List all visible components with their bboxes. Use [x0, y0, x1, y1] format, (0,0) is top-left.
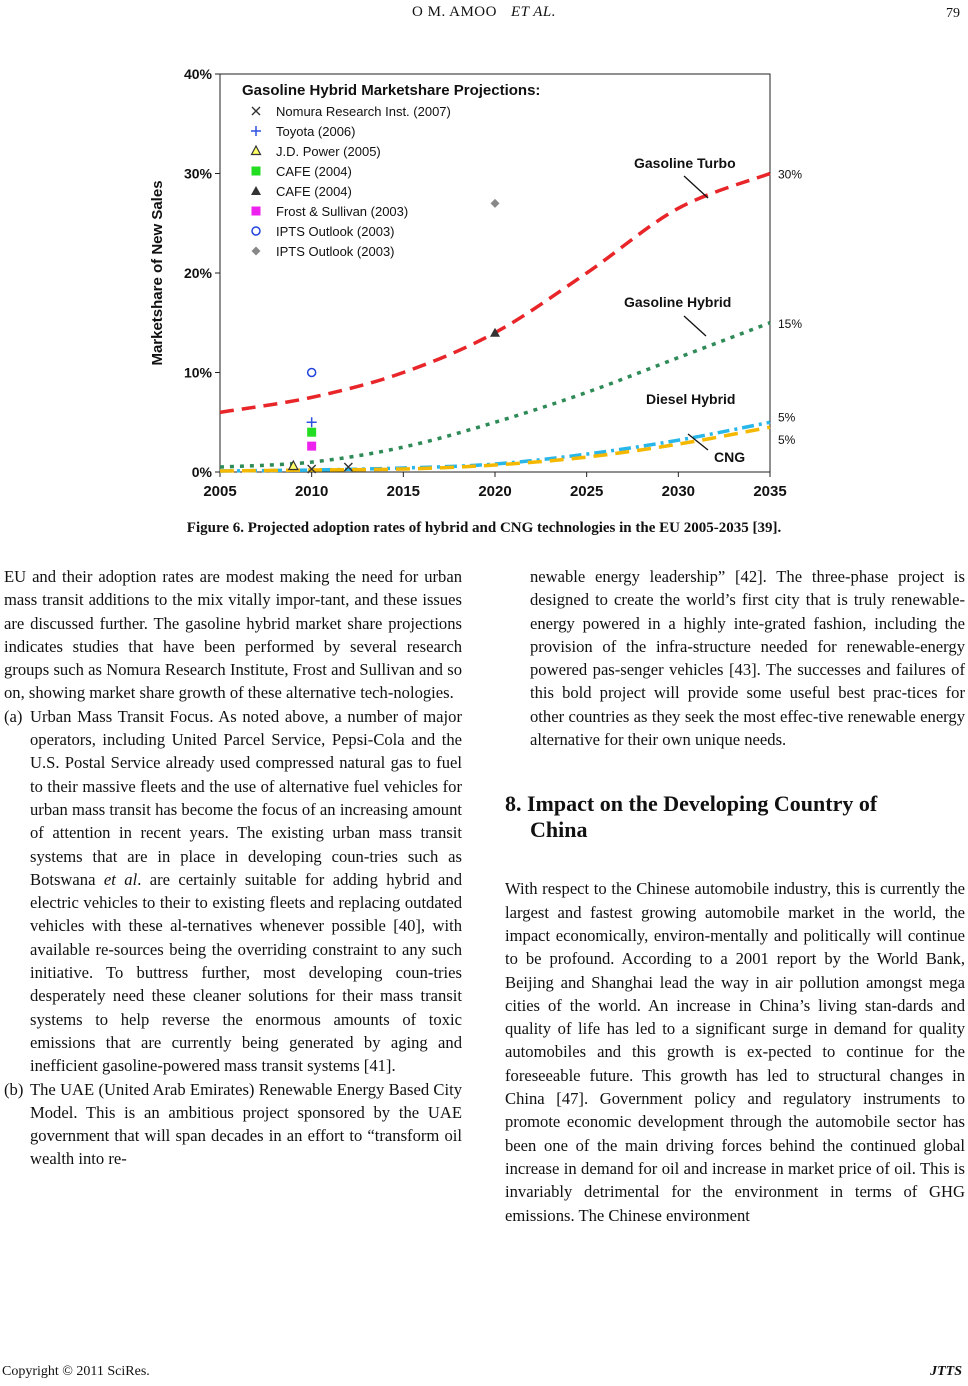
running-head-etal: ET AL.: [510, 4, 556, 20]
item-a-etal: et al: [103, 869, 138, 889]
open-triangle-marker: [252, 146, 261, 155]
x-tick-label: 2005: [203, 483, 237, 500]
legend-marker: [252, 207, 261, 216]
data-point: [307, 442, 316, 451]
chart-title: Gasoline Hybrid Marketshare Projections:: [242, 82, 541, 99]
gasoline-turbo-annotation: Gasoline Turbo: [634, 155, 736, 171]
list-item-a: [4, 705, 462, 1078]
right-column: [505, 565, 965, 1227]
item-a-text-start: Urban Mass Transit Focus. As noted above, a number of major operators, including United Parcel Service, Pepsi-Cola and the U.S. Postal Service already used compressed natural gas to fuel to their massive fleets and the use of alternative fuel vehicles for urban mass transit has become the focus of an increasing amount of attention in recent years. The existing urban mass transit systems that are in place in developing coun-tries such as Botswana: [30, 706, 462, 889]
x-tick-label: 2025: [569, 483, 604, 500]
legend-label: Nomura Research Inst. (2007): [276, 104, 451, 119]
y-axis-label: Marketshare of New Sales: [149, 180, 166, 366]
legend-label: IPTS Outlook (2003): [276, 224, 395, 239]
cng-annotation: CNG: [714, 449, 746, 465]
y-tick-label: 40%: [183, 66, 212, 82]
x-tick-label: 2020: [478, 483, 512, 500]
x-tick-label: 2030: [661, 483, 696, 500]
list-item-a-label: (a): [4, 706, 23, 726]
list-item-a-text: [30, 705, 462, 1078]
data-point: [308, 369, 316, 377]
diamond-marker: [491, 199, 500, 208]
gasoline-hybrid-end-label: 15%: [778, 316, 803, 331]
section-paragraph: With respect to the Chinese automobile industry, this is currently the largest and fastest growing automobile market in the world, the impact economically, environ-mentally and politically will continue to be profound. According to a 2001 report by the World Bank, Beijing and Shanghai lead the way in air pollution amongst mega cities of the world. An increase in China’s living stan-dards and quality of life has led to a significant surge in demand for quality automobiles and this growth is ex-pected to continue for the foreseeable future. This growth has led to structural changes in China [47]. Government policy and regulatory instruments to promote economic development through the automobile sector has been one of the main driving forces behind the continued global increase in demand for oil and increase in market price of oil. This is invariably detrimental for the environment in terms of GHG emissions. The Chinese environment: [505, 879, 965, 1225]
legend-label: J.D. Power (2005): [276, 144, 381, 159]
plus-marker: [251, 126, 261, 136]
gasoline-hybrid-leader-line: [684, 316, 706, 336]
list-item-b: [4, 1078, 462, 1171]
legend-marker: [252, 247, 261, 256]
legend-marker: [252, 167, 261, 176]
legend-label: IPTS Outlook (2003): [276, 244, 395, 259]
open-circle-marker: [252, 227, 260, 235]
y-tick-label: 10%: [183, 364, 212, 381]
square-marker: [252, 207, 261, 216]
data-point: [491, 199, 500, 208]
y-tick-label: 0%: [191, 464, 212, 480]
list-item-b-label: (b): [4, 1079, 24, 1099]
data-point: [307, 417, 317, 427]
diesel-hybrid-end-label: 5%: [778, 410, 796, 425]
page-header: [0, 2, 968, 26]
left-column: [4, 565, 462, 1171]
gasoline-hybrid-annotation: Gasoline Hybrid: [624, 294, 732, 310]
legend-marker: [252, 146, 261, 155]
section-title-line-1: Impact on the Developing Country of: [527, 791, 878, 817]
x-marker: [252, 107, 260, 115]
marketshare-chart: [148, 62, 808, 512]
legend-marker: [251, 186, 261, 195]
item-a-text-end: . are certainly suitable for adding hybrid and electric vehicles to their to existing fleets and replacing outdated vehicles with these al-ternatives whenever possible [40], with available re-sources being the overriding constraint to any such initiative. To buttress further, most developing coun-tries desperately need these cleaner solutions for their mass transit systems to help reverse the enormous amounts of toxic emissions that are currently being generated by aging and inefficient gasoline-powered mass transit systems [41].: [30, 869, 463, 1076]
triangle-marker: [251, 186, 261, 195]
legend-label: CAFE (2004): [276, 184, 352, 199]
plus-marker: [307, 417, 317, 427]
page-number: 79: [946, 6, 960, 21]
legend-marker: [252, 227, 260, 235]
legend-label: Frost & Sullivan (2003): [276, 204, 409, 219]
y-tick-label: 20%: [183, 265, 212, 281]
cng-end-label: 5%: [778, 433, 796, 448]
copyright-notice: Copyright © 2011 SciRes.: [2, 1364, 150, 1379]
gasoline-turbo-end-label: 30%: [778, 167, 803, 182]
gasoline-turbo-leader-line: [684, 176, 708, 198]
x-tick-label: 2015: [386, 483, 421, 500]
section-heading: [505, 791, 965, 843]
square-marker: [307, 428, 316, 437]
legend-label: Toyota (2006): [276, 124, 356, 139]
legend-label: CAFE (2004): [276, 164, 352, 179]
diesel-hybrid-annotation: Diesel Hybrid: [646, 391, 736, 407]
legend-marker: [252, 107, 260, 115]
section-title-line-2: China: [530, 817, 588, 843]
open-circle-marker: [308, 369, 316, 377]
x-tick-label: 2010: [294, 483, 329, 500]
square-marker: [252, 167, 261, 176]
data-point: [307, 428, 316, 437]
x-tick-label: 2035: [753, 483, 787, 500]
y-tick-label: 30%: [183, 165, 212, 182]
list-item-b-text: The UAE (United Arab Emirates) Renewable Energy Based City Model. This is an ambitious project sponsored by the UAE government that will span decades in an effort to “transform oil wealth into re-: [30, 1079, 462, 1169]
square-marker: [307, 442, 316, 451]
legend-marker: [251, 126, 261, 136]
item-b-continuation: newable energy leadership” [42]. The three-phase project is designed to create the world’s first city that is truly renewable-energy powered in a highly inte-grated fashion, including the provision of the infra-structure needed for renewable-energy powered pas-senger vehicles [43]. The successes and failures of this bold project will provide some useful best prac-tices for other countries as they seek the most effec-tive renewable energy alternative for their own unique needs.: [530, 567, 965, 750]
intro-paragraph: EU and their adoption rates are modest making the need for urban mass transit additions to the mix vitally impor-tant, and these issues are discussed further. The gasoline hybrid market share projections indicates studies that have been performed by several research groups such as Nomura Research Institute, Frost and Sullivan and so on, showing market share growth of these alternative tech-nologies.: [4, 567, 462, 703]
journal-name: JTTS: [930, 1364, 962, 1379]
diamond-marker: [252, 247, 261, 256]
section-number: 8.: [505, 791, 522, 817]
running-head-authors: O M. AMOO: [412, 4, 497, 20]
running-head: [0, 4, 968, 21]
figure-caption: Figure 6. Projected adoption rates of hybrid and CNG technologies in the EU 2005-2035 [39].: [186, 520, 782, 536]
